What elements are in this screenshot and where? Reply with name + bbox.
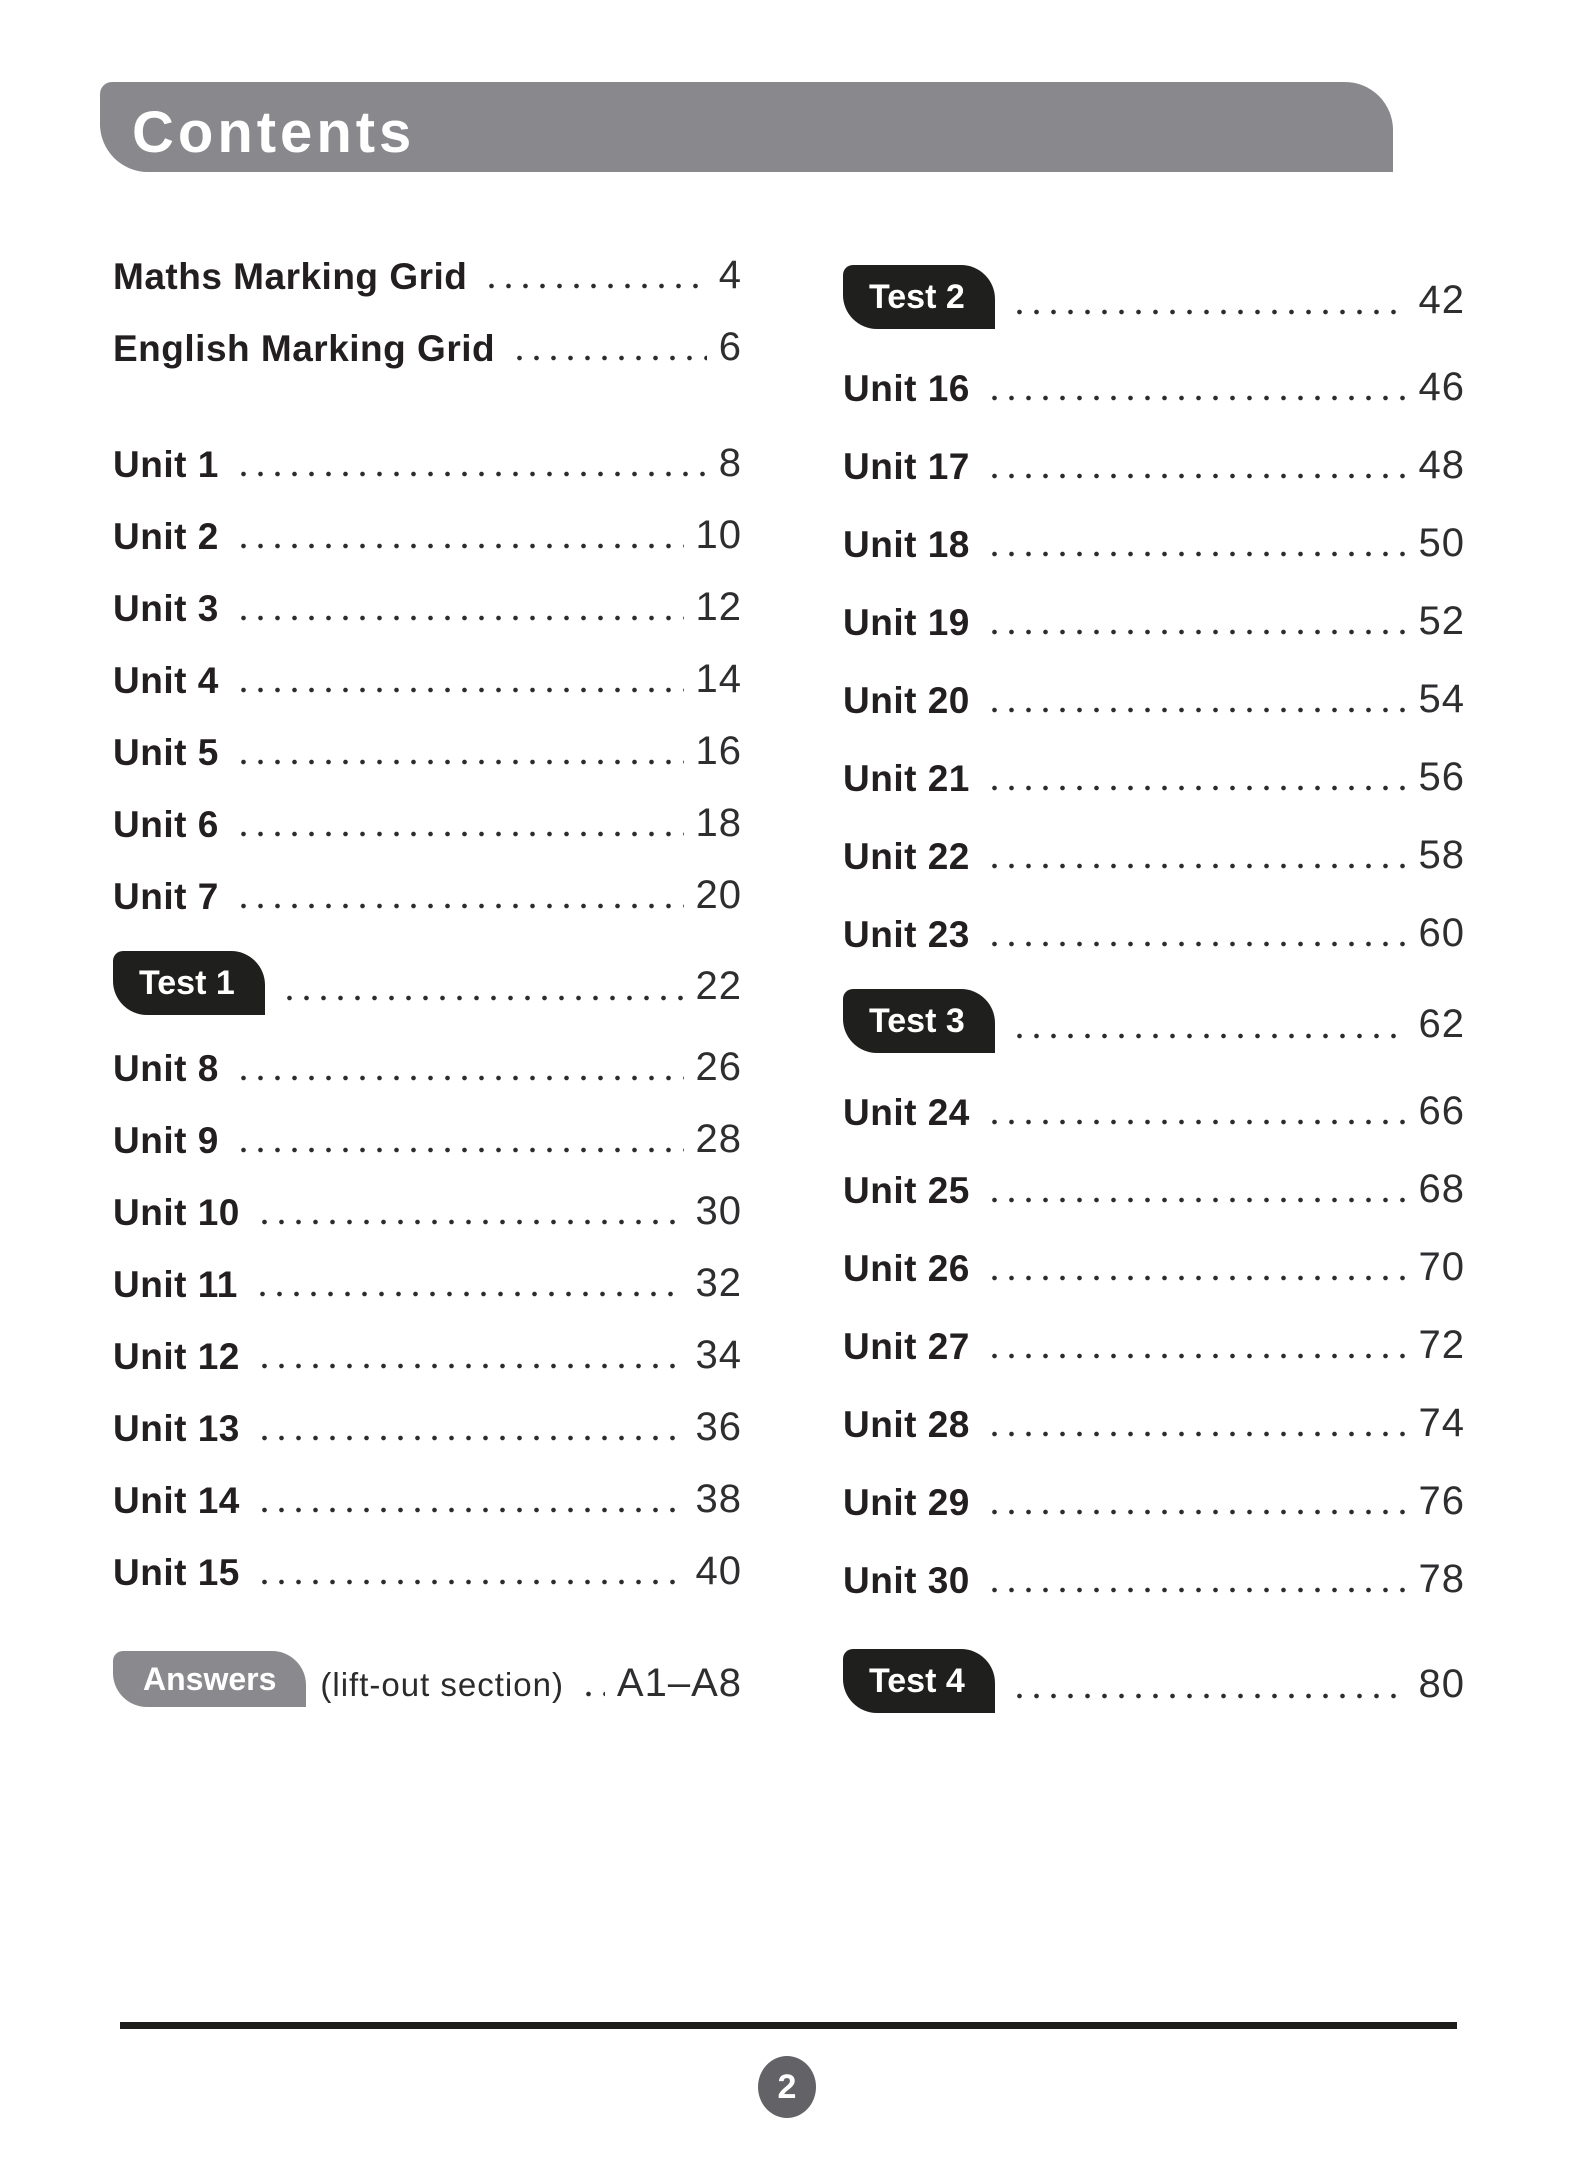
toc-page: 56 [1418, 755, 1465, 799]
toc-page: 78 [1418, 1557, 1465, 1601]
dot-leader [235, 687, 684, 693]
row-unit-10 [113, 1159, 742, 1231]
dot-leader [235, 471, 707, 477]
toc-page: A1–A8 [616, 1661, 742, 1705]
toc-page: 30 [695, 1189, 742, 1233]
toc-label: Unit 3 [113, 588, 219, 629]
dot-leader [511, 355, 707, 361]
test-badge: Test 3 [843, 989, 995, 1053]
dot-leader [986, 473, 1407, 479]
row-unit-23 [843, 875, 1465, 953]
toc-label: Unit 21 [843, 758, 970, 799]
toc-page: 14 [695, 657, 742, 701]
row-unit-12 [113, 1303, 742, 1375]
row-maths-marking-grid [113, 223, 742, 295]
row-test-1 [113, 915, 742, 1015]
toc-label: Unit 1 [113, 444, 219, 485]
row-unit-4 [113, 627, 742, 699]
footer-rule [120, 2022, 1457, 2029]
toc-page: 68 [1418, 1167, 1465, 1211]
toc-page: 28 [695, 1117, 742, 1161]
toc-label: Unit 9 [113, 1120, 219, 1161]
toc-page: 76 [1418, 1479, 1465, 1523]
toc-label: Unit 17 [843, 446, 970, 487]
toc-page: 10 [695, 513, 742, 557]
toc-page: 36 [695, 1405, 742, 1449]
row-unit-8 [113, 1015, 742, 1087]
test-badge: Test 1 [113, 951, 265, 1015]
toc-column-right [843, 223, 1465, 1713]
row-unit-29 [843, 1443, 1465, 1521]
toc-label: Unit 15 [113, 1552, 240, 1593]
dot-leader [254, 1291, 684, 1297]
dot-leader [986, 1431, 1407, 1437]
row-unit-9 [113, 1087, 742, 1159]
toc-label: Unit 11 [113, 1264, 238, 1305]
toc-label: Unit 25 [843, 1170, 970, 1211]
row-unit-1 [113, 411, 742, 483]
dot-leader [256, 1435, 684, 1441]
toc-page: 58 [1418, 833, 1465, 877]
toc-page: 66 [1418, 1089, 1465, 1133]
dot-leader [235, 831, 684, 837]
toc-label: Unit 12 [113, 1336, 240, 1377]
dot-leader [986, 941, 1407, 947]
section-gap [113, 367, 742, 411]
toc-page: 22 [695, 964, 742, 1008]
dot-leader [986, 629, 1407, 635]
toc-page: 80 [1418, 1662, 1465, 1706]
row-test-2 [843, 223, 1465, 329]
row-unit-14 [113, 1447, 742, 1519]
dot-leader [1011, 1033, 1407, 1039]
test-badge: Test 4 [843, 1649, 995, 1713]
toc-label: Unit 19 [843, 602, 970, 643]
dot-leader [235, 759, 684, 765]
row-unit-27 [843, 1287, 1465, 1365]
dot-leader [256, 1363, 684, 1369]
row-unit-28 [843, 1365, 1465, 1443]
row-test-3 [843, 953, 1465, 1053]
dot-leader [986, 1509, 1407, 1515]
toc-page: 50 [1418, 521, 1465, 565]
toc-page: 20 [695, 873, 742, 917]
dot-leader [986, 395, 1407, 401]
toc-label: English Marking Grid [113, 328, 496, 369]
row-unit-7 [113, 843, 742, 915]
toc-label: Unit 18 [843, 524, 970, 565]
toc-label: Unit 29 [843, 1482, 970, 1523]
row-unit-6 [113, 771, 742, 843]
row-unit-16 [843, 329, 1465, 407]
row-unit-22 [843, 797, 1465, 875]
dot-leader [235, 543, 684, 549]
toc-label: Unit 5 [113, 732, 219, 773]
dot-leader [235, 615, 684, 621]
toc-page: 16 [695, 729, 742, 773]
toc-page: 40 [695, 1549, 742, 1593]
header-bar [100, 82, 1393, 172]
toc-page: 12 [695, 585, 742, 629]
toc-label: Unit 28 [843, 1404, 970, 1445]
dot-leader [281, 995, 684, 1001]
row-answers [113, 1591, 742, 1707]
toc-page: 6 [718, 325, 742, 369]
toc-page: 46 [1418, 365, 1465, 409]
toc-label: Unit 24 [843, 1092, 970, 1133]
toc-label: Unit 30 [843, 1560, 970, 1601]
row-unit-5 [113, 699, 742, 771]
row-test-4 [843, 1599, 1465, 1713]
page-title: Contents [132, 100, 416, 165]
toc-label: Unit 22 [843, 836, 970, 877]
toc-label: Unit 27 [843, 1326, 970, 1367]
row-unit-20 [843, 641, 1465, 719]
dot-leader [986, 1119, 1407, 1125]
dot-leader [1011, 1693, 1407, 1699]
dot-leader [483, 283, 706, 289]
dot-leader [986, 785, 1407, 791]
page-number-badge [758, 2056, 816, 2118]
toc-page: 26 [695, 1045, 742, 1089]
row-english-marking-grid [113, 295, 742, 367]
toc-label: Unit 6 [113, 804, 219, 845]
toc-label: Unit 7 [113, 876, 219, 917]
toc-page: 52 [1418, 599, 1465, 643]
toc-page: 74 [1418, 1401, 1465, 1445]
toc-label: Unit 16 [843, 368, 970, 409]
dot-leader [256, 1507, 684, 1513]
toc-label: Unit 13 [113, 1408, 240, 1449]
toc-label: Unit 10 [113, 1192, 240, 1233]
toc-page: 38 [695, 1477, 742, 1521]
row-unit-11 [113, 1231, 742, 1303]
toc-page: 18 [695, 801, 742, 845]
dot-leader [1011, 309, 1407, 315]
toc-page: 48 [1418, 443, 1465, 487]
dot-leader [256, 1219, 684, 1225]
dot-leader [986, 1353, 1407, 1359]
row-unit-15 [113, 1519, 742, 1591]
toc-page: 72 [1418, 1323, 1465, 1367]
toc-label: Unit 8 [113, 1048, 219, 1089]
row-unit-19 [843, 563, 1465, 641]
row-unit-18 [843, 485, 1465, 563]
row-unit-2 [113, 483, 742, 555]
answers-note: (lift-out section) [320, 1666, 564, 1703]
dot-leader [256, 1579, 684, 1585]
dot-leader [986, 1197, 1407, 1203]
row-unit-17 [843, 407, 1465, 485]
toc-label: Maths Marking Grid [113, 256, 468, 297]
toc-label: Unit 26 [843, 1248, 970, 1289]
toc-column-left [113, 223, 742, 1707]
dot-leader [986, 1587, 1407, 1593]
answers-badge: Answers [113, 1651, 306, 1707]
dot-leader [580, 1691, 605, 1697]
toc-page: 42 [1418, 278, 1465, 322]
toc-page: 60 [1418, 911, 1465, 955]
row-unit-24 [843, 1053, 1465, 1131]
toc-label: Unit 2 [113, 516, 219, 557]
row-unit-30 [843, 1521, 1465, 1599]
row-unit-13 [113, 1375, 742, 1447]
dot-leader [235, 1075, 684, 1081]
row-unit-25 [843, 1131, 1465, 1209]
row-unit-3 [113, 555, 742, 627]
toc-page: 70 [1418, 1245, 1465, 1289]
toc-label: Unit 23 [843, 914, 970, 955]
page-number: 2 [777, 2068, 797, 2106]
test-badge: Test 2 [843, 265, 995, 329]
row-unit-26 [843, 1209, 1465, 1287]
dot-leader [986, 863, 1407, 869]
toc-page: 8 [718, 441, 742, 485]
toc-page: 32 [695, 1261, 742, 1305]
toc-label: Unit 20 [843, 680, 970, 721]
toc-page: 34 [695, 1333, 742, 1377]
dot-leader [986, 707, 1407, 713]
toc-label: Unit 14 [113, 1480, 240, 1521]
dot-leader [986, 551, 1407, 557]
toc-page: 54 [1418, 677, 1465, 721]
row-unit-21 [843, 719, 1465, 797]
toc-page: 4 [718, 253, 742, 297]
toc-label: Unit 4 [113, 660, 219, 701]
dot-leader [235, 903, 684, 909]
toc-page: 62 [1418, 1002, 1465, 1046]
dot-leader [986, 1275, 1407, 1281]
dot-leader [235, 1147, 684, 1153]
